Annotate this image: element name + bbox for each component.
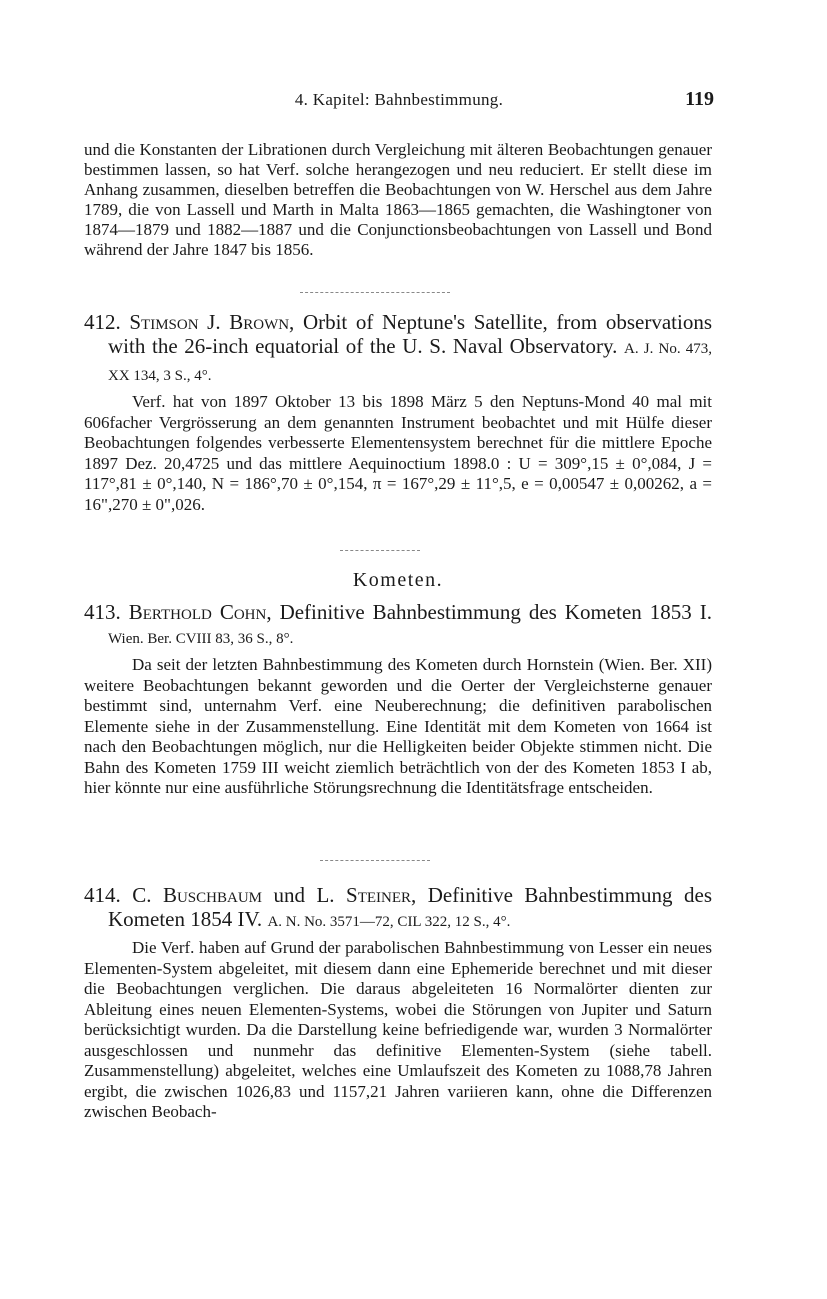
entry-heading	[84, 883, 712, 934]
entry-title: Orbit of Neptune's Satellite, from observations with the 26-inch equatorial of the U. S. Naval Observatory.	[108, 310, 712, 358]
page-number: 119	[685, 88, 714, 110]
entry-author: C. Buschbaum	[132, 883, 262, 907]
separator-rule	[340, 550, 420, 551]
entry-citation: A. N. No. 3571—72, CIL 322, 12 S., 4°.	[267, 914, 511, 930]
entry-body: Da seit der letzten Bahnbestimmung des Kometen durch Hornstein (Wien. Ber. XII) weitere Beobachtungen bekannt geworden und die Oerter der Vergleichsterne genauer bestimmt sind, unternahm Verf. eine Neuberechnung; die definitiven parabolischen Elemente siehe in der Zusammenstellung. Eine Identität mit dem Kometen von 1664 ist nach den Beobachtungen möglich, nur die Helligkeiten beider Objekte stimmen nicht. Die Bahn des Kometen 1759 III weicht ziemlich beträchtlich von der des Kometen 1853 I ab, hier könnte nur eine ausführliche Störungsrechnung die Identitätsfrage entscheiden.	[84, 655, 712, 797]
entry-414	[84, 883, 712, 1123]
entry-number: 412.	[84, 310, 121, 334]
separator-rule	[320, 860, 430, 861]
entry-author: Berthold Cohn,	[128, 600, 272, 624]
entry-author-joiner: und	[273, 883, 305, 907]
entry-heading	[84, 310, 712, 388]
entry-author-2: L. Steiner,	[316, 883, 417, 907]
chapter-title: 4. Kapitel: Bahnbestimmung.	[294, 90, 504, 109]
separator-rule	[300, 292, 450, 293]
entry-body: Verf. hat von 1897 Oktober 13 bis 1898 März 5 den Neptuns-Mond 40 mal mit 606facher Vergrösserung an dem genannten Instrument beobachtet und mit Hülfe dieser Beobachtungen folgendes verbesserte Elementensystem berechnet für die mittlere Epoche 1897 Dez. 20,4725 und das mittlere Aequinoctium 1898.0 : U = 309°,15 ± 0°,084, J = 117°,81 ± 0°,140, N = 186°,70 ± 0°,154, π = 167°,29 ± 11°,5, e = 0,00547 ± 0,00262, a = 16",270 ± 0",026.	[84, 392, 712, 514]
entry-title: Definitive Bahnbestimmung des Kometen 1854 IV.	[108, 883, 713, 931]
entry-413	[84, 600, 712, 799]
entry-body: Die Verf. haben auf Grund der parabolischen Bahnbestimmung von Lesser ein neues Elementen-System abgeleitet, mit diesem dann eine Ephemeride berechnet und mit dieser die Beobachtungen verglichen. Die daraus abgeleiteten 16 Normalörter dienten zur Ableitung eines neuen Elementen-Systems, wobei die Störungen von Jupiter und Saturn berücksichtigt wurden. Da die Darstellung keine befriedigende war, wurden 3 Normalörter ausgeschlossen und nunmehr das definitive Elementen-System (siehe tabell. Zusammenstellung) abgeleitet, welches eine Umlaufszeit des Kometen zu 1088,78 Jahren ergibt, die zwischen 1026,83 und 1157,21 Jahren variieren kann, ohne die Differenzen zwischen Beobach-	[84, 938, 712, 1121]
entry-title: Definitive Bahnbestimmung des Kometen 1853 I.	[279, 600, 712, 624]
entry-heading	[84, 600, 712, 651]
entry-citation: A. J. No. 473, XX 134, 3 S., 4°.	[108, 341, 713, 384]
entry-citation: Wien. Ber. CVIII 83, 36 S., 8°.	[108, 631, 294, 647]
intro-paragraph-block	[84, 140, 712, 260]
entry-number: 414.	[84, 883, 121, 907]
entry-number: 413.	[84, 600, 121, 624]
entry-author: Stimson J. Brown,	[129, 310, 295, 334]
intro-paragraph: und die Konstanten der Librationen durch Vergleichung mit älteren Beobachtungen genauer bestimmen lassen, so hat Verf. solche herangezogen und neu reduciert. Er stellt diese im Anhang zusammen, dieselben betreffen die Beobachtungen von W. Herschel aus dem Jahre 1789, die von Lassell und Marth in Malta 1863—1865 gemachten, die Washingtoner von 1874—1879 und 1882—1887 und die Conjunctionsbeobachtungen von Lassell und Bond während der Jahre 1847 bis 1856.	[84, 140, 712, 259]
section-title: Kometen.	[352, 569, 444, 591]
running-header	[84, 90, 714, 120]
entry-412	[84, 310, 712, 515]
